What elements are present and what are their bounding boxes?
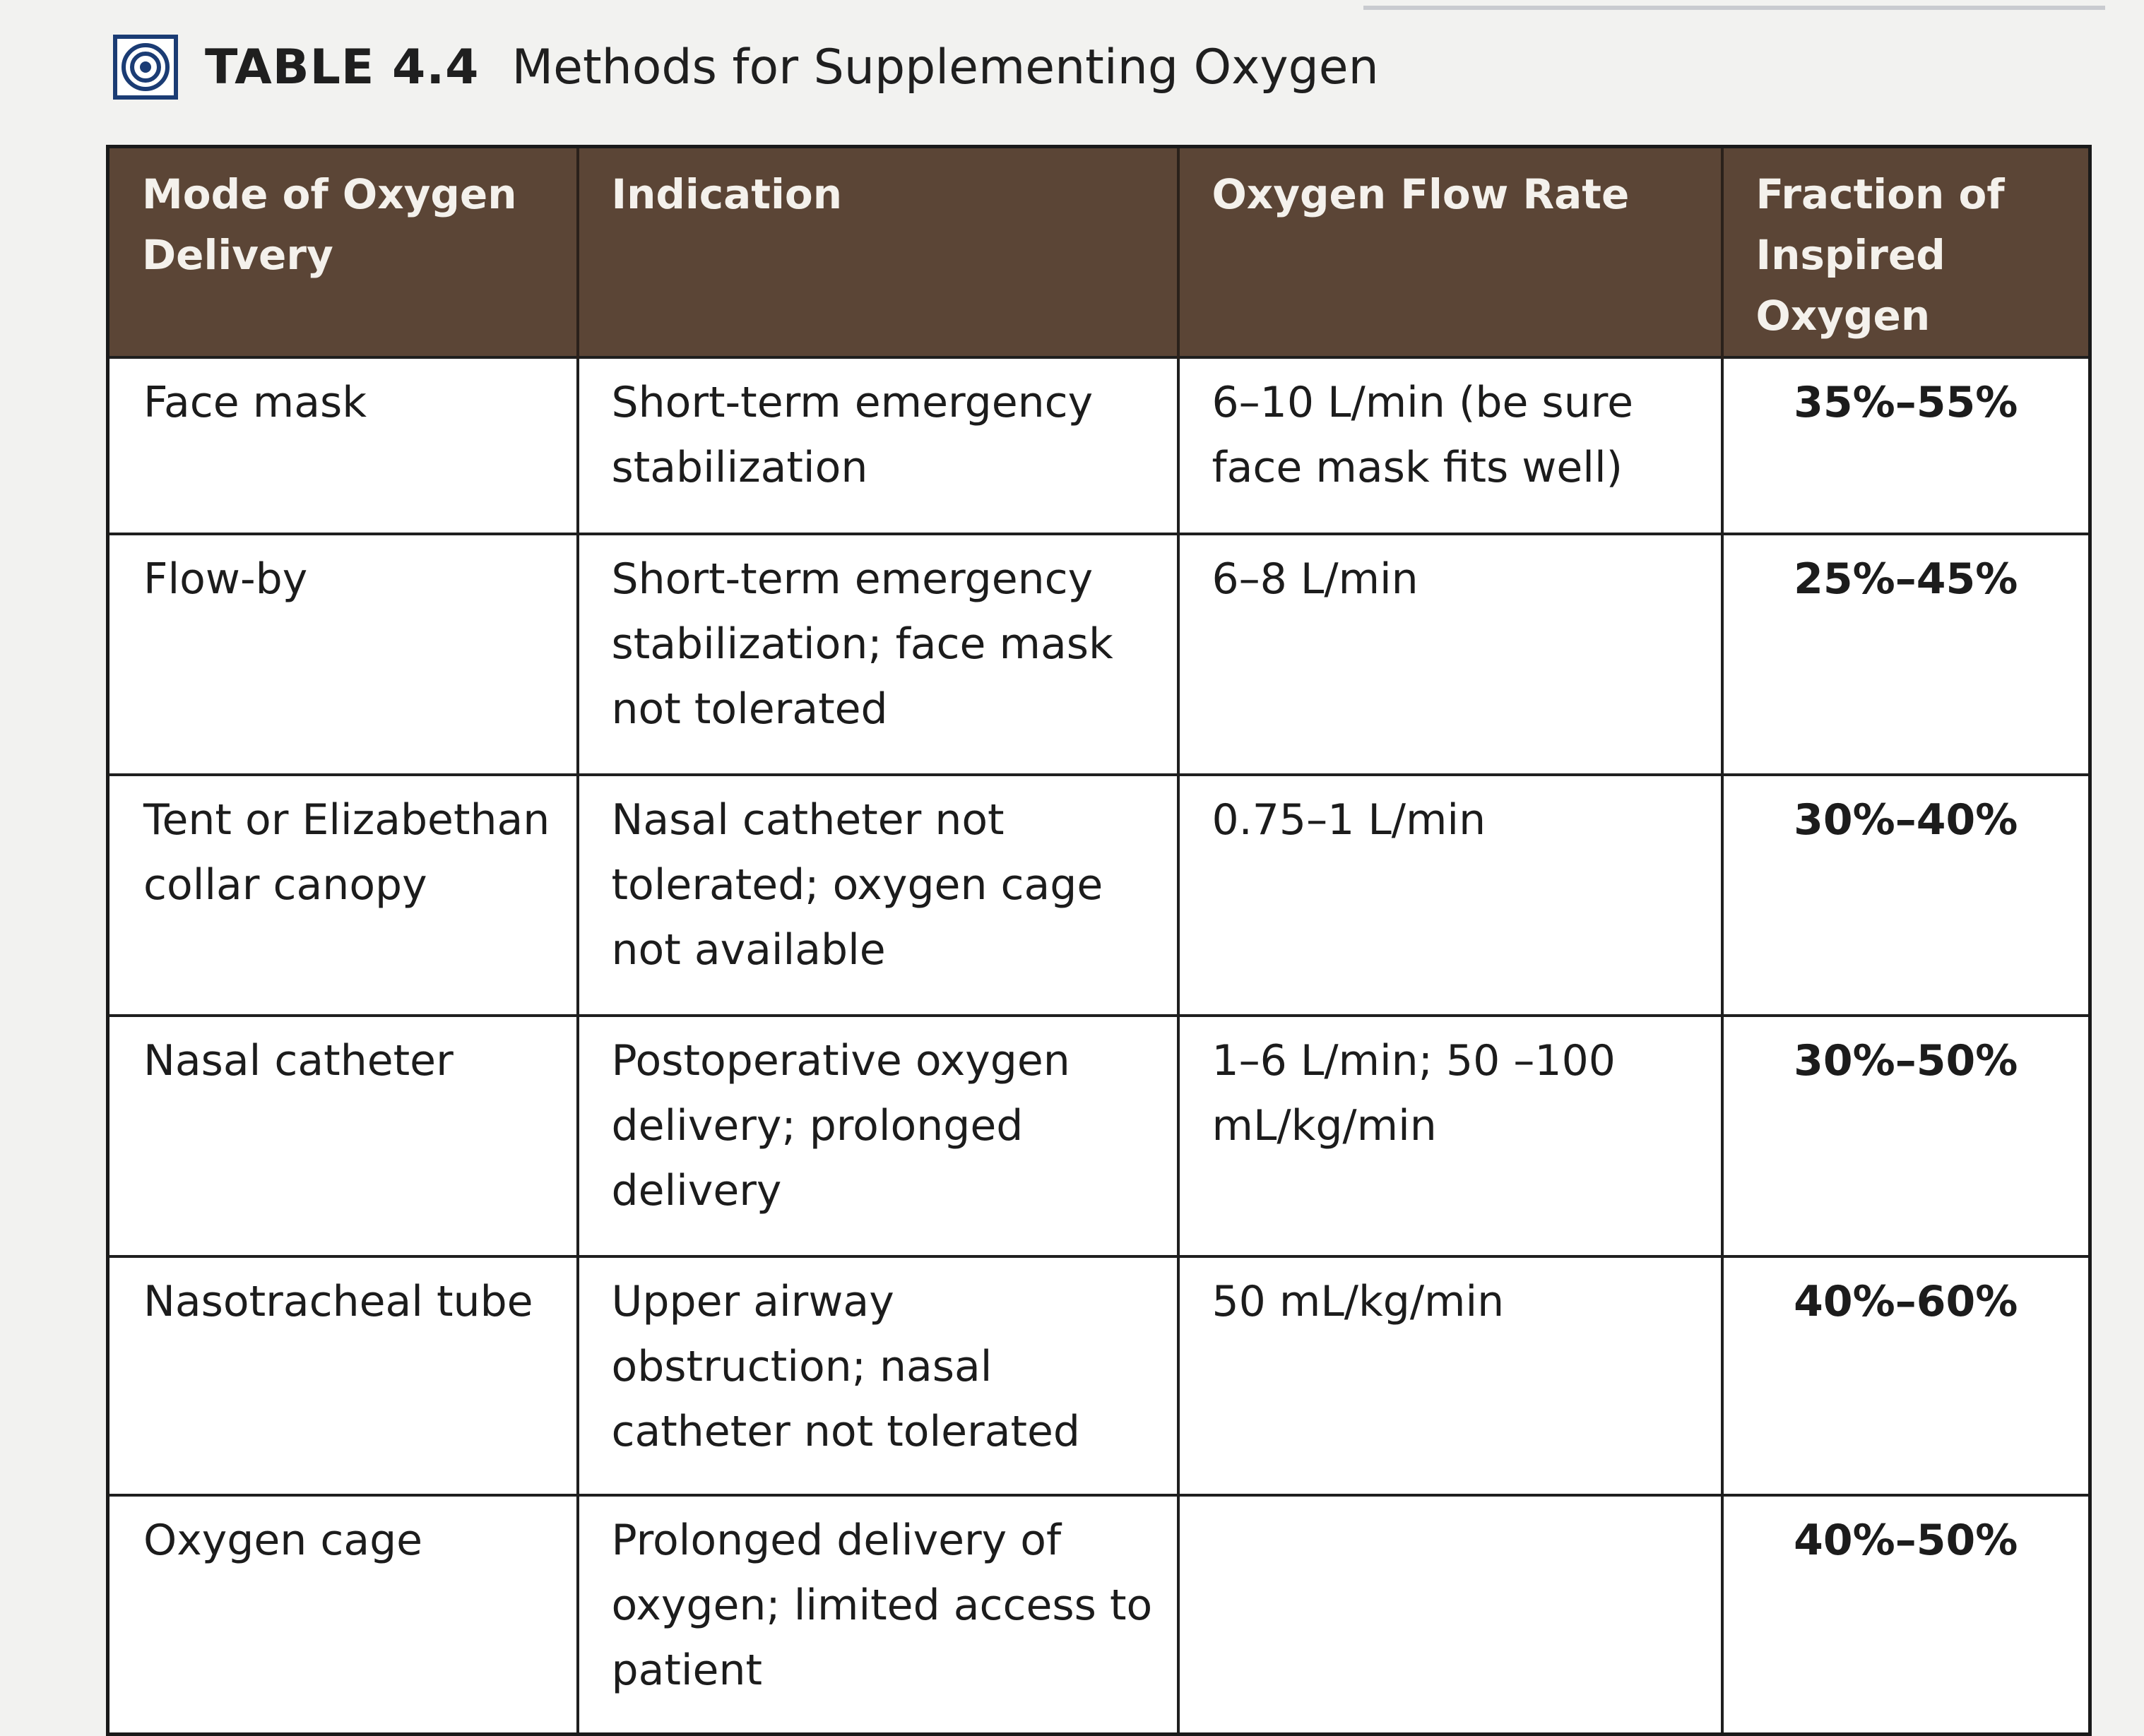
- oxygen-methods-table: [106, 145, 2092, 1736]
- column-header-indication: Indication: [578, 147, 1178, 358]
- table-title: Methods for Supplementing Oxygen: [511, 39, 1379, 95]
- cell-mode: Face mask: [108, 357, 578, 534]
- cell-mode: Nasotracheal tube: [108, 1256, 578, 1495]
- table-row: [108, 357, 2090, 534]
- cell-indication: Nasal catheter not tolerated; oxygen cage not available: [578, 775, 1178, 1016]
- cell-mode: Nasal catheter: [108, 1016, 578, 1256]
- cell-fio2: 30%–50%: [1722, 1016, 2090, 1256]
- column-header-mode: Mode of Oxygen Delivery: [108, 147, 578, 358]
- cell-fio2: 25%–45%: [1722, 534, 2090, 775]
- table-header-row: [108, 147, 2090, 358]
- cell-flow-rate: 0.75–1 L/min: [1178, 775, 1722, 1016]
- table-row: [108, 534, 2090, 775]
- cell-flow-rate: 1–6 L/min; 50 –100 mL/kg/min: [1178, 1016, 1722, 1256]
- cell-fio2: 40%–50%: [1722, 1495, 2090, 1735]
- column-header-flow-rate: Oxygen Flow Rate: [1178, 147, 1722, 358]
- table-row: [108, 1495, 2090, 1735]
- table-caption: [113, 28, 1379, 106]
- cell-indication: Short-term emergency stabilization: [578, 357, 1178, 534]
- table-number: TABLE 4.4: [205, 39, 480, 95]
- cell-flow-rate: 6–10 L/min (be sure face mask fits well): [1178, 357, 1722, 534]
- cell-mode: Oxygen cage: [108, 1495, 578, 1735]
- cell-indication: Postoperative oxygen delivery; prolonged delivery: [578, 1016, 1178, 1256]
- top-rule: [1363, 6, 2105, 10]
- cell-indication: Upper airway obstruction; nasal catheter not tolerated: [578, 1256, 1178, 1495]
- target-icon: [113, 35, 178, 100]
- cell-fio2: 40%–60%: [1722, 1256, 2090, 1495]
- cell-indication: Prolonged delivery of oxygen; limited access to patient: [578, 1495, 1178, 1735]
- table-row: [108, 775, 2090, 1016]
- cell-indication: Short-term emergency stabilization; face mask not tolerated: [578, 534, 1178, 775]
- cell-fio2: 35%–55%: [1722, 357, 2090, 534]
- table-row: [108, 1256, 2090, 1495]
- cell-fio2: 30%–40%: [1722, 775, 2090, 1016]
- table-row: [108, 1016, 2090, 1256]
- column-header-fio2: Fraction of Inspired Oxygen: [1722, 147, 2090, 358]
- cell-mode: Flow-by: [108, 534, 578, 775]
- cell-flow-rate: 6–8 L/min: [1178, 534, 1722, 775]
- cell-flow-rate: 50 mL/kg/min: [1178, 1256, 1722, 1495]
- cell-flow-rate: [1178, 1495, 1722, 1735]
- cell-mode: Tent or Elizabethan collar canopy: [108, 775, 578, 1016]
